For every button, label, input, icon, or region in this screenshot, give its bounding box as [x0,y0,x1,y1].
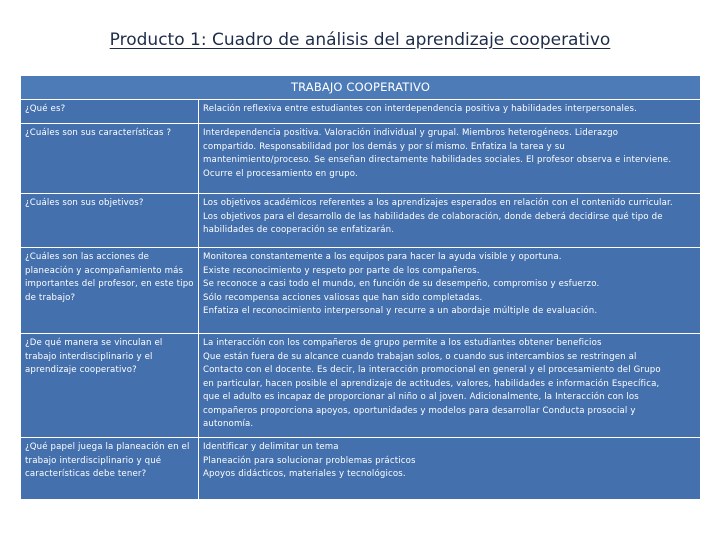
table-row [21,124,701,194]
answer-line: en particular, hacen posible el aprendizaje de actitudes, valores, habilidades e información Específica, [203,378,660,389]
answer-line: autonomía. [203,419,254,429]
question-cell: ¿Qué es? [21,100,199,124]
answer-line: Se reconoce a casi todo el mundo, en función de su desempeño, compromiso y esfuerzo. [203,279,600,289]
answer-line: Existe reconocimiento y respeto por parte de los compañeros. [203,265,480,276]
answer-line: Planeación para solucionar problemas prácticos [203,455,416,466]
answer-cell [199,194,701,248]
answer-line: Enfatiza el reconocimiento interpersonal y recurre a un abordaje múltiple de evaluación. [203,306,598,316]
answer-line: Sólo recompensa acciones valiosas que han sido completadas. [203,292,483,303]
page-title: Producto 1: Cuadro de análisis del aprendizaje cooperativo [109,30,611,50]
answer-cell [199,124,701,194]
answer-line: Interdependencia positiva. Valoración individual y grupal. Miembros heterogéneos. Liderazgo [203,128,619,138]
answer-line: Que están fuera de su alcance cuando trabajan solos, o cuando sus intercambios se restringen al [203,351,637,362]
answer-line: compañeros proporciona apoyos, oportunidades y modelos para desarrollar Conducta prosocial y [203,405,636,416]
answer-line: Monitorea constantemente a los equipos para hacer la ayuda visible y oportuna. [203,252,562,262]
answer-line: Apoyos didácticos, materiales y tecnológicos. [203,469,406,479]
question-cell: ¿De qué manera se vinculan el trabajo interdisciplinario y el aprendizaje cooperativo? [21,334,199,438]
table-header: TRABAJO COOPERATIVO [21,76,701,100]
question-cell: ¿Cuáles son sus objetivos? [21,194,199,248]
answer-line: Relación reflexiva entre estudiantes con interdependencia positiva y habilidades interpersonales. [203,104,637,114]
answer-line: Identificar y delimitar un tema [203,442,339,452]
table-row [21,438,701,500]
answer-line: La interacción con los compañeros de grupo permite a los estudiantes obtener beneficios [203,338,602,348]
answer-line: mantenimiento/proceso. Se enseñan directamente habilidades sociales. El profesor observa e interviene. [203,155,672,165]
answer-cell [199,100,701,124]
answer-line: que el adulto es incapaz de proporcionar al niño o al joven. Adicionalmente, la Interacción con los [203,392,639,402]
answer-line: Ocurre el procesamiento en grupo. [203,168,358,179]
table-row [21,194,701,248]
answer-cell [199,248,701,334]
table-row [21,334,701,438]
question-cell: ¿Cuáles son sus características ? [21,124,199,194]
answer-line: Contacto con el docente. Es decir, la interacción promocional en general y el procesamiento del Grupo [203,365,661,375]
answer-cell [199,334,701,438]
answer-line: compartido. Responsabilidad por los demás y por sí mismo. Enfatiza la tarea y su [203,141,565,152]
answer-line: Los objetivos para el desarrollo de las habilidades de colaboración, donde deberá decidirse qué tipo de [203,211,663,222]
analysis-table [20,75,701,500]
table-row [21,248,701,334]
answer-line: habilidades de cooperación se enfatizarán. [203,225,395,235]
question-cell: ¿Cuáles son las acciones de planeación y acompañamiento más importantes del profesor, en este tipo de trabajo? [21,248,199,334]
answer-line: Los objetivos académicos referentes a los aprendizajes esperados en relación con el contenido curricular. [203,198,673,208]
answer-cell [199,438,701,500]
question-cell: ¿Qué papel juega la planeación en el trabajo interdisciplinario y qué características debe tener? [21,438,199,500]
table-row [21,100,701,124]
